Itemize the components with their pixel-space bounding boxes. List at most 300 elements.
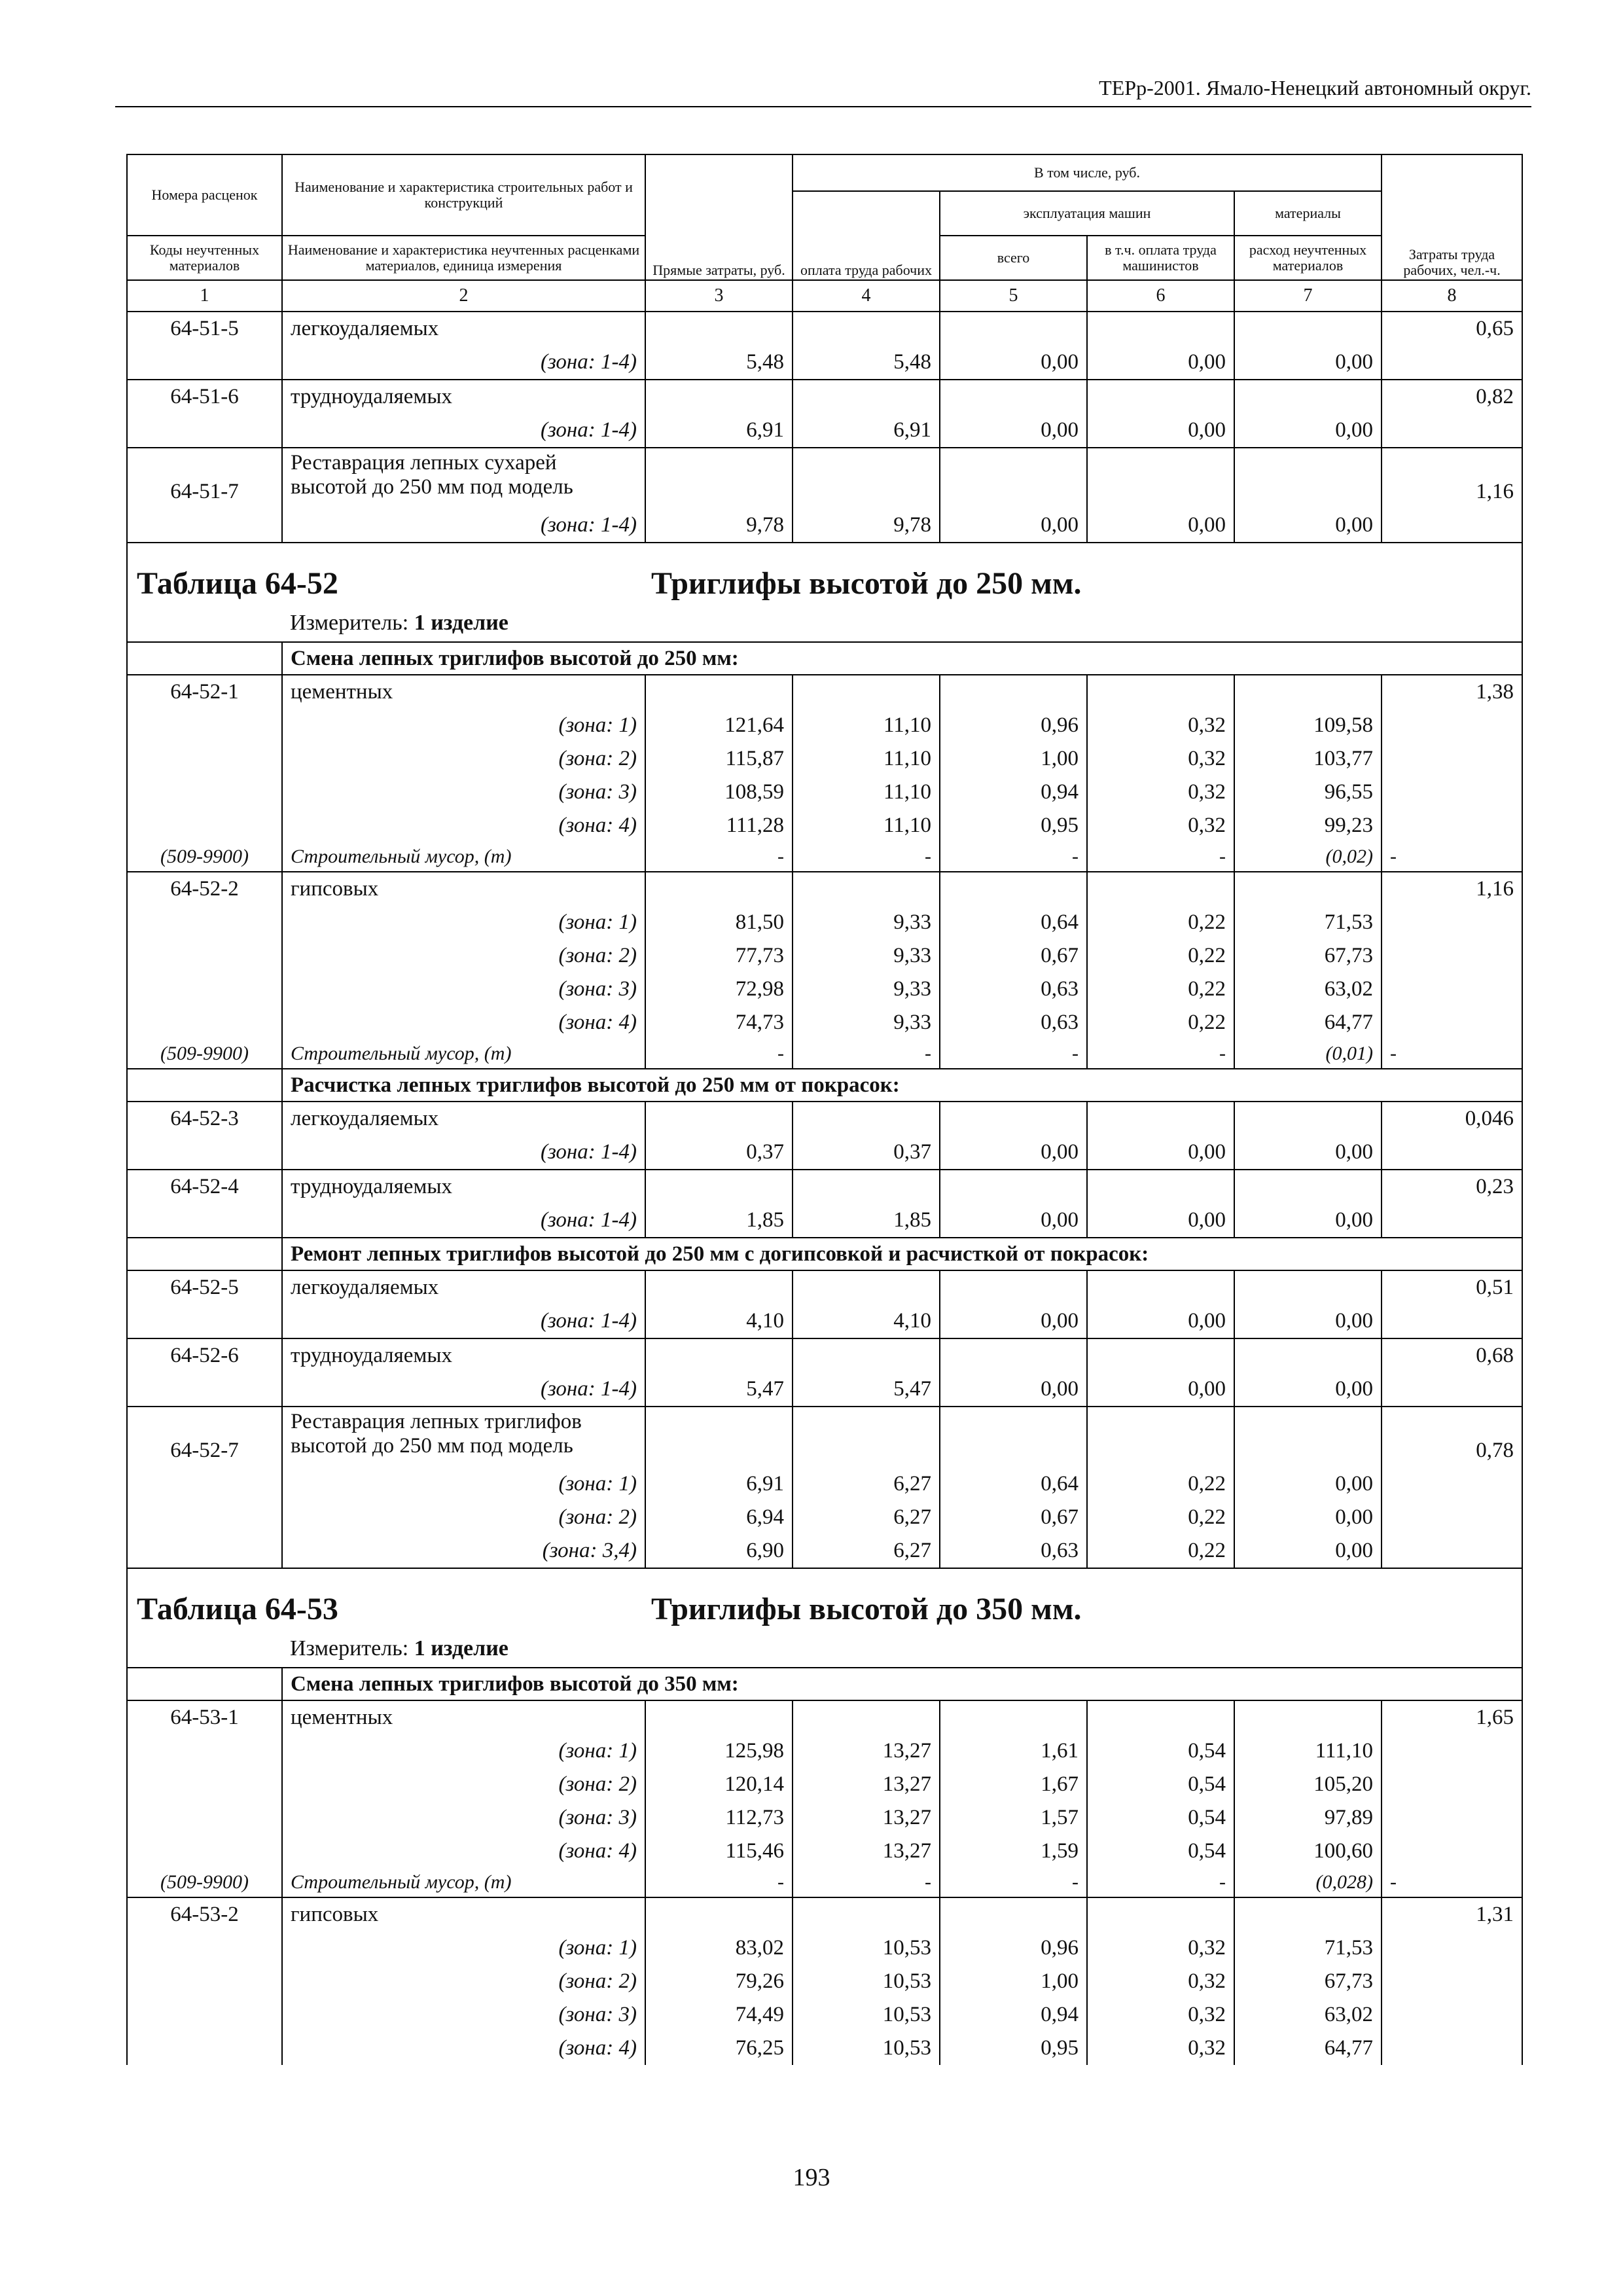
empty-cell [1234,448,1382,509]
waste-dash: - [1382,842,1522,872]
machine-total: 0,96 [940,709,1087,742]
zone-row [127,346,1522,380]
operator-pay: 0,22 [1087,939,1234,973]
measure-unit [290,610,508,636]
zone-label: (зона: 1) [282,906,645,939]
col-unaccounted-materials-header: расход неучтенных материалов [1234,236,1382,280]
worker-pay: 4,10 [793,1304,940,1338]
operator-pay: 0,32 [1087,809,1234,842]
zone-row [127,1998,1522,2032]
group-heading-row [127,1069,1522,1102]
empty-cell [645,872,793,906]
direct-cost: 4,10 [645,1304,793,1338]
work-name: легкоудаляемых [282,312,645,346]
direct-cost: 6,94 [645,1501,793,1534]
col-number: 4 [793,280,940,312]
zone-label: (зона: 2) [282,939,645,973]
col-codes-header: Номера расценок [127,154,282,236]
waste-dash: - [1087,1868,1234,1897]
empty-cell [940,1338,1087,1372]
labor-cost: 0,046 [1382,1102,1522,1136]
empty-cell [793,448,940,509]
materials: 64,77 [1234,1006,1382,1039]
zone-label: (зона: 1) [282,709,645,742]
labor-cost: 1,65 [1382,1700,1522,1734]
zone-label: (зона: 1-4) [282,1304,645,1338]
zone-label: (зона: 1-4) [282,509,645,543]
direct-cost: 111,28 [645,809,793,842]
materials: 0,00 [1234,1136,1382,1170]
direct-cost: 1,85 [645,1204,793,1238]
group-heading-row [127,642,1522,675]
col-labor-header: Затраты труда рабочих, чел.-ч. [1382,154,1522,280]
zone-label: (зона: 1-4) [282,1136,645,1170]
zone-label: (зона: 1) [282,1931,645,1965]
worker-pay: 10,53 [793,2032,940,2065]
machine-total: 1,61 [940,1734,1087,1768]
direct-cost: 9,78 [645,509,793,543]
work-name: трудноудаляемых [282,1338,645,1372]
direct-cost: 108,59 [645,776,793,809]
empty-cell [127,1835,282,1868]
machine-total: 0,94 [940,1998,1087,2032]
waste-dash: - [1382,1868,1522,1897]
material-code: (509-9900) [127,842,282,872]
page-number: 193 [793,2164,830,2191]
zone-row [127,973,1522,1006]
group-heading: Ремонт лепных триглифов высотой до 250 мм с догипсовкой и расчисткой от покрасок: [282,1238,1522,1270]
empty-cell [793,1170,940,1204]
materials: 71,53 [1234,906,1382,939]
waste-dash: - [793,1868,940,1897]
worker-pay: 6,27 [793,1501,940,1534]
zone-row [127,742,1522,776]
group-spacer [127,1069,282,1102]
empty-cell [1234,312,1382,346]
empty-cell [645,1897,793,1931]
empty-cell [127,973,282,1006]
worker-pay: 10,53 [793,1998,940,2032]
materials: 100,60 [1234,1835,1382,1868]
materials: 0,00 [1234,346,1382,380]
measure-value: 1 изделие [414,611,508,635]
materials: 105,20 [1234,1768,1382,1801]
empty-cell [645,1338,793,1372]
empty-cell [645,675,793,709]
item-row [127,1102,1522,1136]
direct-cost: 5,48 [645,346,793,380]
empty-cell [127,1998,282,2032]
material-consumption: (0,01) [1234,1039,1382,1069]
empty-cell [1382,1835,1522,1868]
empty-cell [940,1700,1087,1734]
machine-total: 0,64 [940,906,1087,939]
worker-pay: 6,27 [793,1467,940,1501]
machine-total: 0,00 [940,346,1087,380]
zone-row [127,1534,1522,1568]
page-header: ТЕРр-2001. Ямало-Ненецкий автономный округ. [115,73,1531,107]
worker-pay: 13,27 [793,1734,940,1768]
operator-pay: 0,22 [1087,906,1234,939]
labor-cost: 1,31 [1382,1897,1522,1931]
empty-cell [1234,1700,1382,1734]
empty-cell [1087,448,1234,509]
machine-total: 0,95 [940,809,1087,842]
zone-row [127,1372,1522,1407]
material-consumption: (0,02) [1234,842,1382,872]
zone-row [127,2032,1522,2065]
empty-cell [1382,709,1522,742]
material-code: (509-9900) [127,1868,282,1897]
item-row [127,1700,1522,1734]
measure-value: 1 изделие [414,1636,508,1660]
group-spacer [127,1668,282,1700]
material-name: Строительный мусор, (т) [282,842,645,872]
work-name: цементных [282,1700,645,1734]
rate-code: 64-53-1 [127,1700,282,1734]
empty-cell [127,1734,282,1768]
materials: 64,77 [1234,2032,1382,2065]
materials: 0,00 [1234,1534,1382,1568]
empty-cell [793,1897,940,1931]
empty-cell [127,1136,282,1170]
empty-cell [940,872,1087,906]
table-section [127,543,1522,642]
table-title: Таблица 64-53 [137,1592,338,1626]
col-number: 5 [940,280,1087,312]
rate-code: 64-52-3 [127,1102,282,1136]
waste-row [127,842,1522,872]
col-operators-header: в т.ч. оплата труда машинистов [1087,236,1234,280]
waste-dash: - [940,1868,1087,1897]
operator-pay: 0,32 [1087,1931,1234,1965]
zone-label: (зона: 1-4) [282,414,645,448]
machine-total: 1,00 [940,1965,1087,1998]
zone-row [127,906,1522,939]
zone-row [127,1801,1522,1835]
direct-cost: 74,49 [645,1998,793,2032]
empty-cell [1382,1734,1522,1768]
empty-cell [1382,2032,1522,2065]
work-name: легкоудаляемых [282,1102,645,1136]
direct-cost: 0,37 [645,1136,793,1170]
zone-label: (зона: 2) [282,1768,645,1801]
col-number: 6 [1087,280,1234,312]
waste-row [127,1868,1522,1897]
table-section [127,1568,1522,1668]
group-heading-row [127,1238,1522,1270]
zone-row [127,1136,1522,1170]
empty-cell [1382,809,1522,842]
item-row [127,872,1522,906]
labor-cost: 0,78 [1382,1407,1522,1467]
waste-dash: - [793,1039,940,1069]
zone-row [127,1965,1522,1998]
zone-label: (зона: 2) [282,1965,645,1998]
work-name: цементных [282,675,645,709]
rate-code: 64-52-5 [127,1270,282,1304]
zone-row [127,509,1522,543]
zone-label: (зона: 4) [282,1006,645,1039]
empty-cell [127,809,282,842]
rate-code: 64-52-7 [127,1407,282,1467]
item-row [127,448,1522,509]
direct-cost: 115,87 [645,742,793,776]
empty-cell [645,1102,793,1136]
empty-cell [645,1270,793,1304]
direct-cost: 6,91 [645,1467,793,1501]
empty-cell [1382,1965,1522,1998]
operator-pay: 0,32 [1087,2032,1234,2065]
machine-total: 0,96 [940,1931,1087,1965]
zone-label: (зона: 2) [282,1501,645,1534]
materials: 71,53 [1234,1931,1382,1965]
machine-total: 0,00 [940,1204,1087,1238]
worker-pay: 13,27 [793,1801,940,1835]
material-code: (509-9900) [127,1039,282,1069]
empty-cell [1087,1102,1234,1136]
operator-pay: 0,32 [1087,1965,1234,1998]
empty-cell [793,1338,940,1372]
rate-code: 64-52-4 [127,1170,282,1204]
materials: 111,10 [1234,1734,1382,1768]
empty-cell [127,1801,282,1835]
waste-dash: - [645,1868,793,1897]
operator-pay: 0,22 [1087,973,1234,1006]
materials: 103,77 [1234,742,1382,776]
machine-total: 0,00 [940,1372,1087,1407]
materials: 0,00 [1234,1501,1382,1534]
measure-unit [290,1636,508,1662]
empty-cell [1382,1467,1522,1501]
worker-pay: 13,27 [793,1768,940,1801]
zone-label: (зона: 1-4) [282,1372,645,1407]
empty-cell [127,939,282,973]
materials: 0,00 [1234,1204,1382,1238]
empty-cell [645,312,793,346]
rate-code: 64-52-6 [127,1338,282,1372]
group-heading: Смена лепных триглифов высотой до 250 мм: [282,642,1522,675]
empty-cell [1087,1700,1234,1734]
materials: 0,00 [1234,1372,1382,1407]
empty-cell [793,1102,940,1136]
col-material-codes-header: Коды неучтенных материалов [127,236,282,280]
worker-pay: 9,33 [793,906,940,939]
worker-pay: 5,47 [793,1372,940,1407]
empty-cell [1382,1768,1522,1801]
waste-dash: - [793,842,940,872]
direct-cost: 76,25 [645,2032,793,2065]
empty-cell [1382,509,1522,543]
zone-row [127,1304,1522,1338]
worker-pay: 13,27 [793,1835,940,1868]
empty-cell [940,675,1087,709]
direct-cost: 121,64 [645,709,793,742]
col-number: 8 [1382,280,1522,312]
empty-cell [1382,776,1522,809]
direct-cost: 74,73 [645,1006,793,1039]
table-section-box [128,1569,1522,1667]
table-description: Триглифы высотой до 350 мм. [651,1592,1082,1626]
empty-cell [940,1270,1087,1304]
group-spacer [127,642,282,675]
empty-cell [645,380,793,414]
col-name-header: Наименование и характеристика строительных работ и конструкций [282,154,645,236]
worker-pay: 6,27 [793,1534,940,1568]
direct-cost: 72,98 [645,973,793,1006]
col-number: 7 [1234,280,1382,312]
empty-cell [127,906,282,939]
operator-pay: 0,32 [1087,776,1234,809]
item-row [127,1897,1522,1931]
table-title: Таблица 64-52 [137,566,338,601]
empty-cell [940,448,1087,509]
item-row [127,1407,1522,1467]
materials: 0,00 [1234,1467,1382,1501]
col-direct-costs-header: Прямые затраты, руб. [645,154,793,280]
waste-dash: - [645,842,793,872]
table-header [127,154,1522,312]
work-name: гипсовых [282,1897,645,1931]
labor-cost: 0,65 [1382,312,1522,346]
work-name: трудноудаляемых [282,1170,645,1204]
empty-cell [940,1102,1087,1136]
empty-cell [127,1965,282,1998]
operator-pay: 0,32 [1087,709,1234,742]
empty-cell [1382,1006,1522,1039]
zone-row [127,1734,1522,1768]
material-consumption: (0,028) [1234,1868,1382,1897]
zone-row [127,809,1522,842]
operator-pay: 0,00 [1087,1372,1234,1407]
empty-cell [127,1006,282,1039]
waste-dash: - [1087,842,1234,872]
machine-total: 0,94 [940,776,1087,809]
zone-label: (зона: 4) [282,809,645,842]
direct-cost: 83,02 [645,1931,793,1965]
labor-cost: 1,16 [1382,448,1522,509]
waste-dash: - [1382,1039,1522,1069]
empty-cell [1087,1270,1234,1304]
empty-cell [1382,1931,1522,1965]
work-name: Реставрация лепных сухарей высотой до 250 мм под модель [282,448,645,509]
materials: 0,00 [1234,1304,1382,1338]
direct-cost: 79,26 [645,1965,793,1998]
materials: 109,58 [1234,709,1382,742]
operator-pay: 0,22 [1087,1467,1234,1501]
zone-label: (зона: 3) [282,1998,645,2032]
empty-cell [940,380,1087,414]
empty-cell [1382,1998,1522,2032]
waste-dash: - [1087,1039,1234,1069]
empty-cell [1087,1407,1234,1467]
machine-total: 0,00 [940,509,1087,543]
measure-label: Измеритель: [290,1636,409,1660]
col-worker-pay-header: оплата труда рабочих [793,191,940,280]
zone-label: (зона: 1-4) [282,346,645,380]
zone-label: (зона: 3) [282,1801,645,1835]
worker-pay: 9,33 [793,939,940,973]
zone-label: (зона: 4) [282,2032,645,2065]
empty-cell [1087,1170,1234,1204]
zone-label: (зона: 3) [282,776,645,809]
empty-cell [127,742,282,776]
rate-code: 64-51-7 [127,448,282,509]
machine-total: 0,63 [940,1006,1087,1039]
worker-pay: 1,85 [793,1204,940,1238]
zone-row [127,1501,1522,1534]
empty-cell [1234,1102,1382,1136]
empty-cell [1087,380,1234,414]
work-name: гипсовых [282,872,645,906]
empty-cell [1382,1372,1522,1407]
empty-cell [127,346,282,380]
item-row [127,380,1522,414]
empty-cell [127,1467,282,1501]
col-number: 3 [645,280,793,312]
empty-cell [1087,1338,1234,1372]
col-machine-total-header: всего [940,236,1087,280]
machine-total: 0,67 [940,939,1087,973]
worker-pay: 11,10 [793,742,940,776]
zone-row [127,1931,1522,1965]
worker-pay: 9,33 [793,1006,940,1039]
empty-cell [940,1170,1087,1204]
empty-cell [1234,675,1382,709]
empty-cell [127,1372,282,1407]
work-name: Реставрация лепных триглифов высотой до 250 мм под модель [282,1407,645,1467]
item-row [127,1338,1522,1372]
empty-cell [645,448,793,509]
empty-cell [1087,872,1234,906]
empty-cell [1382,906,1522,939]
operator-pay: 0,54 [1087,1801,1234,1835]
table-body [127,312,1522,2065]
empty-cell [1382,1801,1522,1835]
empty-cell [645,1170,793,1204]
worker-pay: 6,91 [793,414,940,448]
group-spacer [127,1238,282,1270]
group-heading: Смена лепных триглифов высотой до 350 мм: [282,1668,1522,1700]
waste-dash: - [940,1039,1087,1069]
waste-dash: - [940,842,1087,872]
item-row [127,1170,1522,1204]
zone-row [127,1204,1522,1238]
direct-cost: 6,91 [645,414,793,448]
item-row [127,1270,1522,1304]
empty-cell [793,312,940,346]
col-including-header: В том числе, руб. [793,154,1382,191]
machine-total: 0,00 [940,1304,1087,1338]
operator-pay: 0,00 [1087,414,1234,448]
zone-row [127,776,1522,809]
materials: 99,23 [1234,809,1382,842]
measure-label: Измеритель: [290,611,409,635]
labor-cost: 1,38 [1382,675,1522,709]
empty-cell [940,312,1087,346]
machine-total: 0,64 [940,1467,1087,1501]
empty-cell [1234,1338,1382,1372]
empty-cell [127,2032,282,2065]
empty-cell [1382,1501,1522,1534]
material-name: Строительный мусор, (т) [282,1039,645,1069]
labor-cost: 1,16 [1382,872,1522,906]
direct-cost: 125,98 [645,1734,793,1768]
empty-cell [1382,939,1522,973]
materials: 63,02 [1234,1998,1382,2032]
operator-pay: 0,54 [1087,1768,1234,1801]
rate-code: 64-52-2 [127,872,282,906]
